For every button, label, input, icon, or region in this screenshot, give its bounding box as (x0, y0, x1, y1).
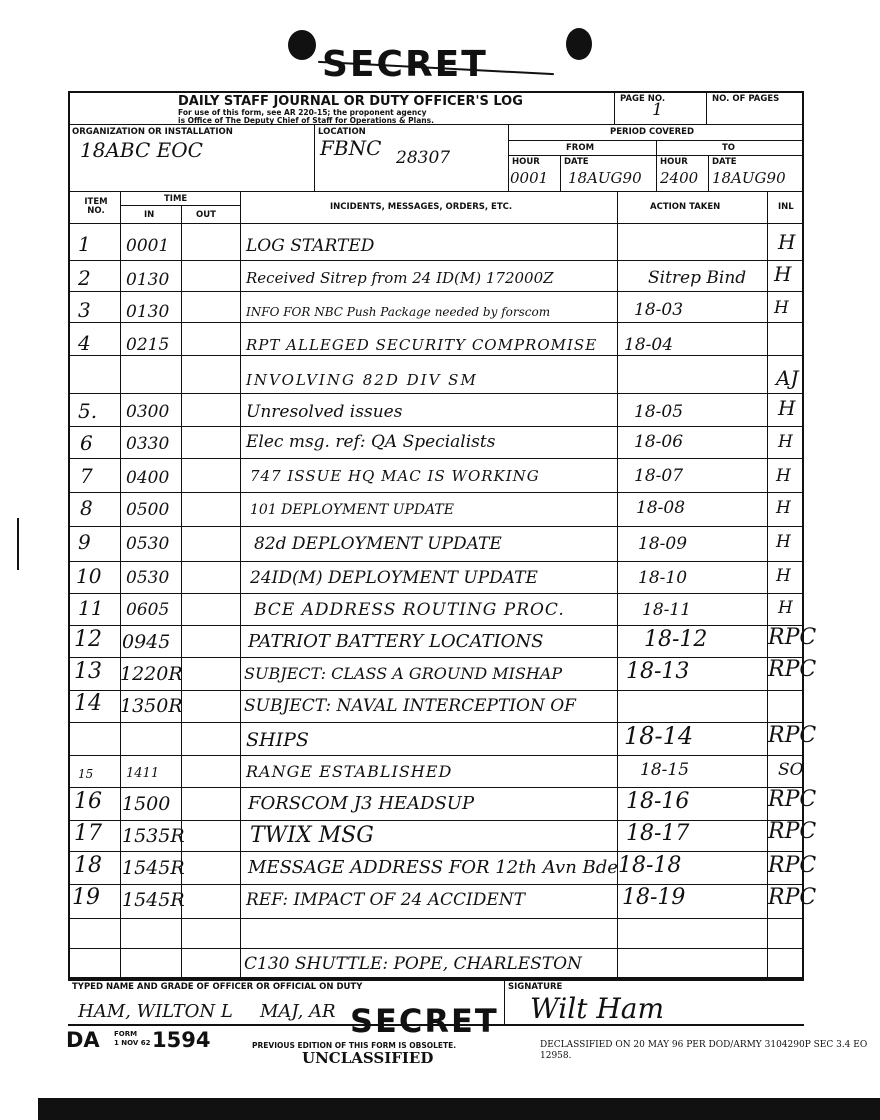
time-out-header: OUT (196, 210, 216, 220)
declassification-note: DECLASSIFIED ON 20 MAY 96 PER DOD/ARMY 3104290P SEC 3.4 EO 12958. (540, 1040, 868, 1061)
row-action: Sitrep Bind (648, 268, 747, 288)
form-title: DAILY STAFF JOURNAL OR DUTY OFFICER'S LOG (178, 94, 523, 109)
to-date-value: 18AUG90 (712, 169, 786, 187)
row-incident: FORSCOM J3 HEADSUP (248, 793, 475, 814)
typed-name-label: TYPED NAME AND GRADE OF OFFICER OR OFFICIAL ON DUTY (72, 982, 363, 992)
row-item: 6 (80, 431, 93, 455)
row-incident: BCE ADDRESS ROUTING PROC. (254, 600, 565, 620)
form-id-number: 1594 (152, 1028, 211, 1052)
punch-hole-left (288, 30, 316, 60)
row-initials: H (778, 396, 796, 420)
punch-hole-right (566, 28, 592, 60)
unclassified-marking: UNCLASSIFIED (302, 1049, 434, 1067)
row-incident: 747 ISSUE HQ MAC IS WORKING (250, 467, 540, 485)
row-action: 18-14 (624, 722, 694, 750)
row-time-in: 1545R (122, 889, 185, 911)
signature-label: SIGNATURE (508, 982, 563, 992)
from-hour-value: 0001 (510, 169, 549, 187)
row-time-in: 0945 (122, 631, 171, 653)
row-item: 11 (78, 596, 104, 620)
incidents-header: INCIDENTS, MESSAGES, ORDERS, ETC. (330, 202, 513, 212)
row-item: 8 (80, 496, 93, 520)
row-initials: RPC (768, 787, 817, 812)
row-incident: RANGE ESTABLISHED (246, 762, 453, 781)
location-zip: 28307 (396, 148, 451, 168)
location-label: LOCATION (318, 127, 366, 137)
row-item: 14 (74, 691, 102, 716)
row-initials: H (774, 298, 789, 318)
row-item: 13 (74, 659, 102, 684)
row-initials: H (778, 432, 793, 452)
to-hour-label: HOUR (660, 157, 688, 167)
row-initials: H (778, 230, 796, 254)
row-item: 5. (78, 399, 98, 423)
row-time-in: 0001 (126, 236, 170, 256)
row-time-in: 0605 (126, 600, 170, 620)
typed-name-value: HAM, WILTON L (78, 1001, 233, 1022)
row-initials: RPC (768, 657, 817, 682)
row-initials: H (774, 262, 792, 286)
row-initials: H (776, 566, 791, 586)
time-in-header: IN (144, 210, 155, 220)
row-incident: TWIX MSG (250, 823, 374, 848)
row-incident: Received Sitrep from 24 ID(M) 172000Z (246, 269, 554, 287)
row-time-in: 1535R (122, 825, 185, 847)
grade-value: MAJ, AR (260, 1001, 336, 1022)
row-item: 15 (78, 767, 94, 781)
row-item: 2 (78, 266, 91, 290)
row-initials: RPC (768, 723, 817, 748)
row-item: 3 (78, 298, 91, 322)
row-action: 18-07 (634, 466, 684, 486)
row-time-in: 1500 (122, 793, 171, 815)
row-item: 4 (78, 331, 91, 355)
row-initials: H (778, 598, 793, 618)
row-item: 18 (74, 853, 102, 878)
page-no-label: PAGE NO. (620, 94, 666, 104)
time-header: TIME (164, 194, 188, 204)
scan-border-band (38, 1098, 880, 1120)
row-action: 18-16 (626, 789, 690, 814)
row-incident: SUBJECT: CLASS A GROUND MISHAP (244, 664, 563, 683)
row-time-in: 0300 (126, 402, 170, 422)
row-action: 18-09 (638, 534, 688, 554)
row-incident: RPT ALLEGED SECURITY COMPROMISE (246, 336, 598, 354)
row-time-in: 0530 (126, 568, 170, 588)
row-action: 18-13 (626, 659, 690, 684)
row-incident: INVOLVING 82D DIV SM (246, 371, 478, 389)
row-incident: C130 SHUTTLE: POPE, CHARLESTON (244, 954, 582, 974)
row-action: 18-18 (618, 853, 682, 878)
row-incident: Elec msg. ref: QA Specialists (246, 432, 496, 452)
form-subtitle-1: For use of this form, see AR 220-15; the proponent agency (178, 108, 427, 117)
form-id-da: DA (66, 1028, 100, 1052)
row-incident: SHIPS (246, 729, 309, 751)
row-action: 18-19 (622, 885, 686, 910)
row-action: 18-08 (636, 498, 686, 518)
no-of-pages-label: NO. OF PAGES (712, 94, 780, 104)
period-covered-label: PERIOD COVERED (610, 127, 695, 137)
row-initials: AJ (776, 366, 799, 390)
row-initials: H (776, 498, 791, 518)
row-item: 12 (74, 627, 102, 652)
from-date-value: 18AUG90 (568, 169, 642, 187)
from-label: FROM (566, 143, 595, 153)
row-initials: RPC (768, 885, 817, 910)
row-incident: 101 DEPLOYMENT UPDATE (250, 502, 454, 518)
row-time-in: 0530 (126, 534, 170, 554)
row-time-in: 1350R (120, 695, 183, 717)
row-item: 1 (78, 232, 91, 256)
row-initials: RPC (768, 625, 817, 650)
to-hour-value: 2400 (660, 169, 699, 187)
page-no-value: 1 (652, 100, 663, 120)
org-label: ORGANIZATION OR INSTALLATION (72, 127, 233, 137)
row-time-in: 1411 (126, 766, 160, 781)
row-action: 18-15 (640, 760, 690, 780)
row-incident: 24ID(M) DEPLOYMENT UPDATE (250, 568, 538, 588)
row-incident: PATRIOT BATTERY LOCATIONS (248, 631, 544, 652)
row-incident: Unresolved issues (246, 402, 403, 422)
row-incident: 82d DEPLOYMENT UPDATE (254, 534, 502, 554)
form-id-form: FORM (114, 1030, 138, 1038)
to-date-label: DATE (712, 157, 737, 167)
row-time-in: 0400 (126, 468, 170, 488)
row-time-in: 0215 (126, 335, 170, 355)
row-incident: INFO FOR NBC Push Package needed by forscom (246, 305, 551, 319)
row-initials: SO (778, 760, 804, 780)
from-date-label: DATE (564, 157, 589, 167)
location-value: FBNC (320, 136, 382, 160)
row-incident: LOG STARTED (246, 236, 375, 256)
to-label: TO (722, 143, 736, 153)
row-action: 18-03 (634, 300, 684, 320)
form-id-date: 1 NOV 62 (114, 1039, 151, 1047)
classification-stamp-bottom: SECRET (350, 1002, 499, 1040)
row-item: 16 (74, 789, 102, 814)
inl-header: INL (778, 202, 794, 212)
row-item: 9 (78, 530, 91, 554)
row-action: 18-17 (626, 821, 690, 846)
row-initials: RPC (768, 819, 817, 844)
from-hour-label: HOUR (512, 157, 540, 167)
row-initials: H (776, 466, 791, 486)
row-initials: H (776, 532, 791, 552)
row-time-in: 0330 (126, 434, 170, 454)
form-subtitle-2: is Office of The Deputy Chief of Staff for Operations & Plans. (178, 116, 434, 125)
row-time-in: 0500 (126, 500, 170, 520)
row-incident: MESSAGE ADDRESS FOR 12th Avn Bde (248, 857, 618, 878)
item-no-header: ITEM NO. (84, 197, 108, 216)
row-action: 18-12 (644, 627, 708, 652)
row-item: 7 (80, 464, 93, 488)
action-header: ACTION TAKEN (650, 202, 721, 212)
signature: Wilt Ham (530, 992, 665, 1025)
row-item: 19 (72, 885, 100, 910)
row-time-in: 0130 (126, 302, 170, 322)
previous-edition-note: PREVIOUS EDITION OF THIS FORM IS OBSOLETE. (252, 1041, 457, 1050)
row-action: 18-10 (638, 568, 688, 588)
row-action: 18-11 (642, 600, 692, 620)
row-action: 18-06 (634, 432, 684, 452)
classification-stamp-top: SECRET (322, 44, 488, 85)
margin-mark (17, 518, 19, 570)
row-item: 10 (76, 564, 102, 588)
row-item: 17 (74, 821, 102, 846)
row-time-in: 1220R (120, 663, 183, 685)
row-time-in: 0130 (126, 270, 170, 290)
row-incident: SUBJECT: NAVAL INTERCEPTION OF (244, 696, 576, 716)
row-time-in: 1545R (122, 857, 185, 879)
row-action: 18-04 (624, 335, 674, 355)
row-initials: RPC (768, 853, 817, 878)
org-value: 18ABC EOC (80, 138, 203, 162)
row-action: 18-05 (634, 402, 684, 422)
row-incident: REF: IMPACT OF 24 ACCIDENT (246, 890, 525, 910)
